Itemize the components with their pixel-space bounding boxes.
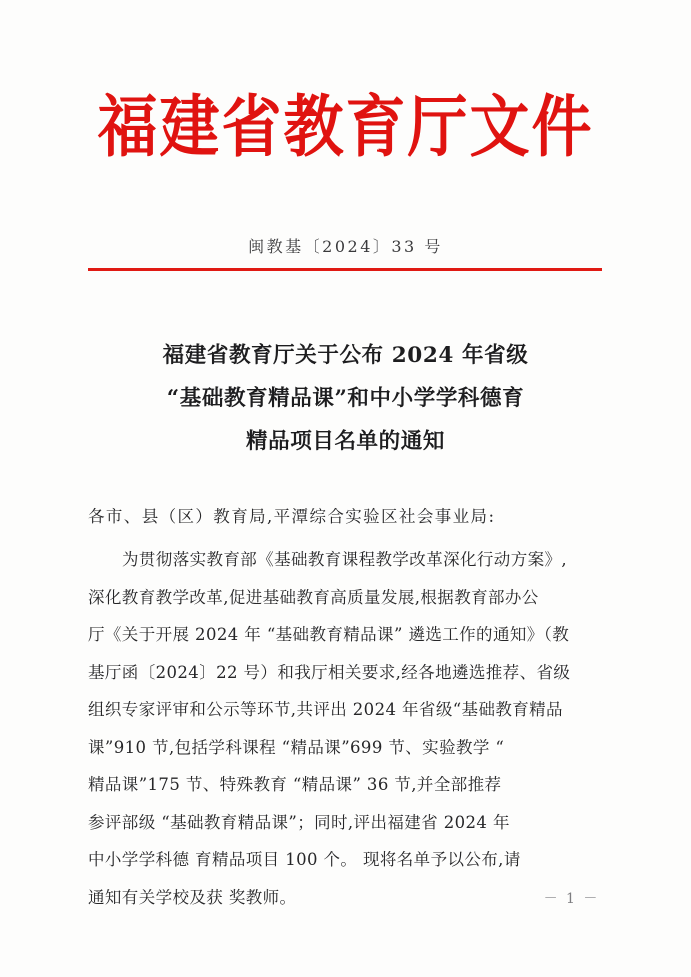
body-paragraph (88, 541, 608, 916)
document-title-line: 福建省教育厅关于公布 2024 年省级 (162, 343, 529, 368)
body-line: 参评部级 “基础教育精品课”；同时,评出福建省 2024 年 (88, 812, 510, 832)
masthead (0, 88, 691, 168)
masthead-title: 福建省教育厅文件 (97, 88, 594, 168)
document-title-line: “基础教育精品课”和中小学学科德育 (166, 386, 525, 411)
body-line: 为贯彻落实教育部《基础教育课程教学改革深化行动方案》, (122, 550, 568, 569)
body-line: 基厅函〔2024〕22 号）和我厅相关要求,经各地遴选推荐、省级 (88, 662, 571, 682)
body-line: 精品课”175 节、特殊教育 “精品课” 36 节,并全部推荐 (88, 775, 502, 794)
document-body (88, 498, 608, 916)
page-number: － 1 － (543, 891, 600, 907)
red-separator-rule (88, 268, 602, 271)
salutation-line: 各市、县（区）教育局,平潭综合实验区社会事业局: (88, 507, 496, 526)
document-title-line: 精品项目名单的通知 (246, 429, 445, 454)
body-line: 组织专家评审和公示等环节,共评出 2024 年省级“基础教育精品 (88, 700, 563, 719)
document-number: 闽教基〔2024〕33 号 (248, 237, 443, 256)
document-title (0, 334, 691, 463)
body-line: 深化教育教学改革,促进基础教育高质量发展,根据教育部办公 (88, 587, 539, 607)
body-line: 中小学学科德 育精品项目 100 个。 现将名单予以公布,请 (88, 850, 521, 869)
body-line: 厅《关于开展 2024 年 “基础教育精品课” 遴选工作的通知》（教 (88, 625, 570, 644)
body-line: 通知有关学校及获 奖教师。 (88, 887, 297, 907)
page-number-footer (0, 888, 691, 908)
body-line: 课”910 节,包括学科课程 “精品课”699 节、实验教学 “ (88, 737, 505, 757)
